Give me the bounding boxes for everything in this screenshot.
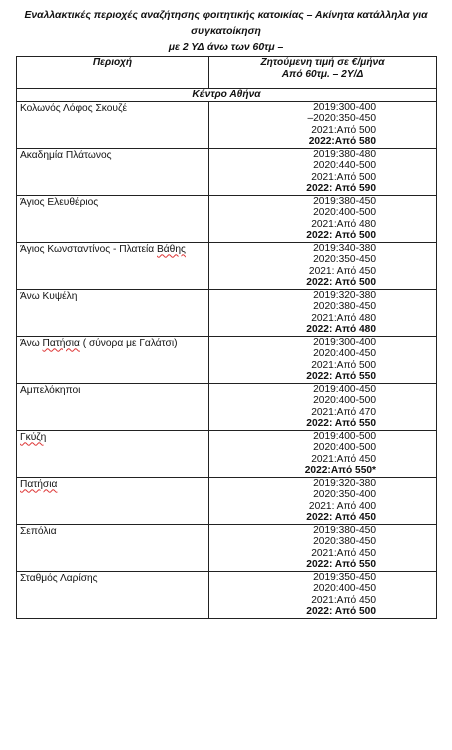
area-name: Άνω Κυψέλη [17, 289, 209, 336]
title-line-2: με 2 ΥΔ άνω των 60τμ – [168, 42, 284, 53]
price-2020: 2020:350-400 [313, 489, 376, 500]
price-2021: 2021:Από 500 [311, 171, 376, 183]
price-2020: 2020:400-500 [313, 207, 376, 218]
area-name-part-underlined: Βάθης [157, 243, 186, 255]
price-2022: 2022: Από 500 [306, 606, 376, 617]
price-cell [209, 101, 437, 148]
price-cell [209, 430, 437, 477]
price-2021: 2021: Από 400 [308, 500, 376, 512]
area-name: Ακαδημία Πλάτωνος [17, 148, 209, 195]
price-cell [209, 336, 437, 383]
price-2022: 2022: Από 550 [306, 371, 376, 382]
price-2021: 2021:Από 450 [311, 547, 376, 559]
title-line-1: Εναλλακτικές περιοχές αναζήτησης φοιτητικής κατοικίας – Ακίνητα κατάλληλα για συγκατοίκηση [24, 10, 428, 37]
rent-price-table [16, 56, 437, 619]
price-2019: 2019:380-450 [313, 524, 376, 536]
price-2019: 2019:320-380 [313, 289, 376, 301]
price-2020: –2020:350-450 [307, 113, 376, 124]
price-2021: 2021:Από 500 [311, 124, 376, 136]
price-2019: 2019:400-500 [313, 430, 376, 442]
price-2022: 2022:Από 550* [304, 465, 376, 476]
price-2019: 2019:350-450 [313, 571, 376, 583]
price-header-line-1: Ζητούμενη τιμή σε €/μήνα [260, 57, 385, 68]
price-2020: 2020:400-500 [313, 395, 376, 406]
price-cell [209, 195, 437, 242]
price-2021: 2021:Από 450 [311, 594, 376, 606]
price-2021: 2021:Από 480 [311, 218, 376, 230]
price-cell [209, 242, 437, 289]
price-cell [209, 148, 437, 195]
price-2022: 2022: Από 500 [306, 277, 376, 288]
price-2020: 2020:400-500 [313, 442, 376, 453]
area-name-underlined: Πατήσια [20, 478, 58, 490]
table-row [17, 195, 437, 242]
price-2022: 2022: Από 500 [306, 230, 376, 241]
price-2022: 2022: Από 550 [306, 559, 376, 570]
price-cell [209, 524, 437, 571]
price-2021: 2021:Από 480 [311, 312, 376, 324]
area-name [17, 430, 209, 477]
price-2019: 2019:380-450 [313, 195, 376, 207]
document-title [6, 8, 446, 56]
price-2022: 2022:Από 580 [308, 136, 376, 147]
table-row [17, 289, 437, 336]
price-2019: 2019:340-380 [313, 242, 376, 254]
price-2019: 2019:300-400 [313, 336, 376, 348]
price-2021: 2021:Από 470 [311, 406, 376, 418]
table-row [17, 524, 437, 571]
price-2022: 2022: Από 480 [306, 324, 376, 335]
price-cell [209, 383, 437, 430]
table-row [17, 148, 437, 195]
price-2022: 2022: Από 550 [306, 418, 376, 429]
area-name-part-underlined: Πατήσια [42, 337, 80, 349]
price-cell [209, 477, 437, 524]
table-row [17, 336, 437, 383]
table-row [17, 101, 437, 148]
area-name: Κολωνός Λόφος Σκουζέ [17, 101, 209, 148]
price-2020: 2020:380-450 [313, 536, 376, 547]
area-name: Άγιος Ελευθέριος [17, 195, 209, 242]
area-name: Αμπελόκηποι [17, 383, 209, 430]
area-name-part: Άνω [20, 337, 43, 349]
area-name [17, 242, 209, 289]
price-2021: 2021:Από 500 [311, 359, 376, 371]
price-2021: 2021:Από 450 [311, 453, 376, 465]
table-row [17, 571, 437, 618]
area-name: Σταθμός Λαρίσης [17, 571, 209, 618]
price-2019: 2019:300-400 [313, 101, 376, 113]
price-column-header [209, 57, 437, 89]
price-2019: 2019:380-480 [313, 148, 376, 160]
price-2020: 2020:400-450 [313, 583, 376, 594]
price-cell [209, 289, 437, 336]
table-row [17, 477, 437, 524]
price-2020: 2020:440-500 [313, 160, 376, 171]
price-2019: 2019:320-380 [313, 477, 376, 489]
area-name [17, 336, 209, 383]
area-column-header: Περιοχή [17, 57, 209, 89]
price-2020: 2020:380-450 [313, 301, 376, 312]
area-name-part: ( σύνορα με Γαλάτσι) [79, 337, 178, 349]
price-2019: 2019:400-450 [313, 383, 376, 395]
section-label: Κέντρο Αθήνα [17, 89, 437, 102]
price-cell [209, 571, 437, 618]
table-header-row [17, 57, 437, 89]
price-2020: 2020:350-450 [313, 254, 376, 265]
price-header-line-2: Από 60τμ. – 2Υ/Δ [281, 69, 364, 80]
area-name-underlined: Γκύζη [20, 431, 47, 443]
area-name [17, 477, 209, 524]
section-row [17, 89, 437, 102]
table-row [17, 242, 437, 289]
table-row [17, 430, 437, 477]
price-2022: 2022: Από 450 [306, 512, 376, 523]
price-2022: 2022: Από 590 [306, 183, 376, 194]
price-2020: 2020:400-450 [313, 348, 376, 359]
table-row [17, 383, 437, 430]
price-2021: 2021: Από 450 [308, 265, 376, 277]
area-name-part: Άγιος Κωνσταντίνος - Πλατεία [20, 243, 157, 255]
area-name: Σεπόλια [17, 524, 209, 571]
